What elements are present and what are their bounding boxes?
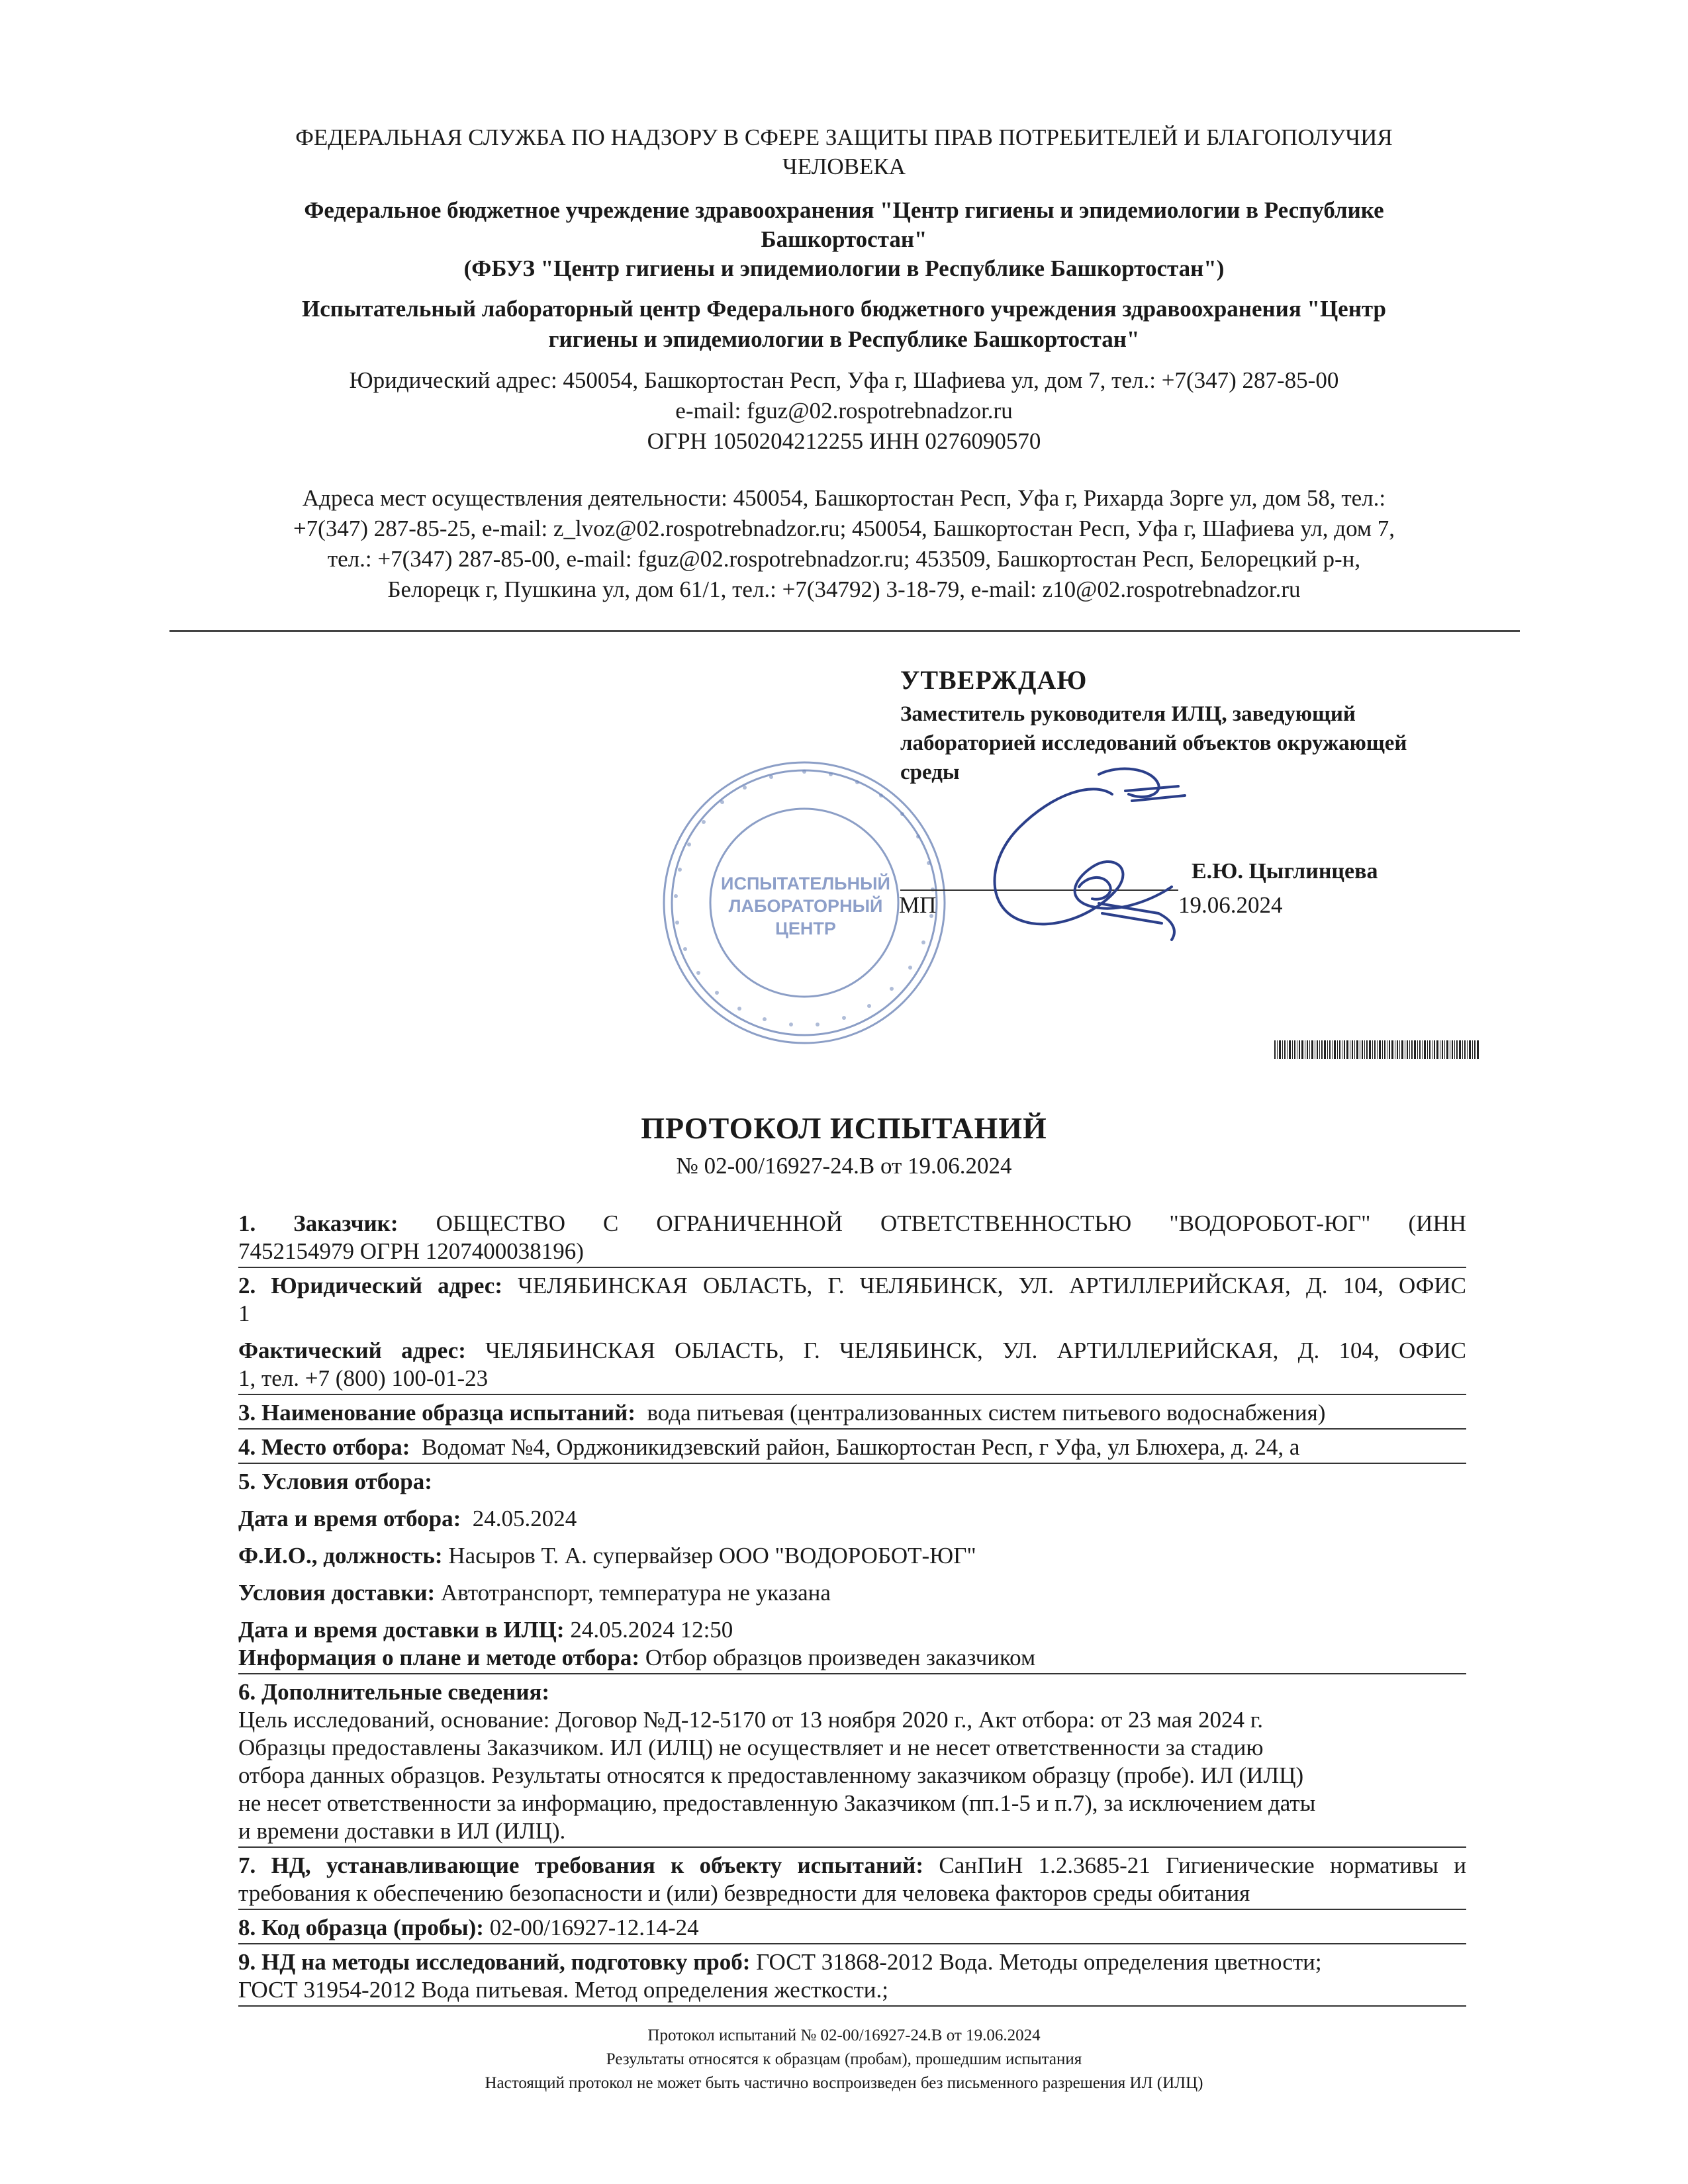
customer-name: ОБЩЕСТВО С ОГРАНИЧЕННОЙ ОТВЕТСТВЕННОСТЬЮ "ВОДОРОБОТ-ЮГ" (ИНН bbox=[436, 1210, 1467, 1236]
sample-code-value: 02-00/16927-12.14-24 bbox=[489, 1915, 699, 1940]
delivery-date-value: 24.05.2024 12:50 bbox=[570, 1617, 733, 1643]
footer-line: Результаты относятся к образцам (пробам), прошедшим испытания bbox=[606, 2050, 1082, 2068]
activity-line: Белорецк г, Пушкина ул, дом 61/1, тел.: +7(34792) 3-18-79, e-mail: z10@02.rospotrebnadzor.ru bbox=[387, 576, 1301, 602]
email-line: e-mail: fguz@02.rospotrebnadzor.ru bbox=[675, 398, 1013, 424]
section-label: 3. Наименование образца испытаний: bbox=[238, 1400, 635, 1426]
stamp-text-line: ЦЕНТР bbox=[775, 919, 836, 938]
actual-address-value-cont: 1, тел. +7 (800) 100-01-23 bbox=[238, 1365, 489, 1391]
activity-line: тел.: +7(347) 287-85-00, e-mail: fguz@02.rospotrebnadzor.ru; 453509, Башкортостан Респ, Белорецкий р-н, bbox=[327, 546, 1361, 572]
legal-address-value: ЧЕЛЯБИНСКАЯ ОБЛАСТЬ, Г. ЧЕЛЯБИНСК, УЛ. АРТИЛЛЕРИЙСКАЯ, Д. 104, ОФИС bbox=[518, 1273, 1467, 1298]
barcode-icon bbox=[1274, 1040, 1479, 1059]
footer-line: Настоящий протокол не может быть частично воспроизведен без письменного разрешения ИЛ (ИЛЦ) bbox=[485, 2074, 1203, 2092]
info-line: не несет ответственности за информацию, предоставленную Заказчиком (пп.1-5 и п.7), за исключением даты bbox=[238, 1790, 1316, 1816]
stamp-text-line: ИСПЫТАТЕЛЬНЫЙ bbox=[721, 874, 890, 893]
plan-value: Отбор образцов произведен заказчиком bbox=[645, 1645, 1036, 1670]
agency-line: ФЕДЕРАЛЬНАЯ СЛУЖБА ПО НАДЗОРУ В СФЕРЕ ЗАЩИТЫ ПРАВ ПОТРЕБИТЕЛЕЙ И БЛАГОПОЛУЧИЯ bbox=[295, 124, 1393, 150]
requirements-value: СанПиН 1.2.3685-21 Гигиенические нормативы и bbox=[939, 1852, 1466, 1878]
protocol-sections bbox=[238, 1206, 1466, 2007]
section-sampling-place bbox=[238, 1430, 1466, 1464]
agency-line: ЧЕЛОВЕКА bbox=[782, 154, 906, 179]
protocol-title: ПРОТОКОЛ ИСПЫТАНИЙ bbox=[641, 1111, 1047, 1145]
section-sampling-conditions bbox=[238, 1464, 1466, 1674]
section-label: 6. Дополнительные сведения: bbox=[238, 1679, 550, 1705]
handwritten-signature-icon bbox=[960, 754, 1192, 960]
sample-name-value: вода питьевая (централизованных систем питьевого водоснабжения) bbox=[647, 1400, 1326, 1426]
protocol-number: № 02-00/16927-24.В от 19.06.2024 bbox=[676, 1153, 1012, 1179]
section-label: 4. Место отбора: bbox=[238, 1434, 410, 1460]
customer-ids: 7452154979 ОГРН 1207400038196) bbox=[238, 1238, 584, 1264]
seal-place-label: МП bbox=[899, 892, 937, 918]
agency-header bbox=[218, 123, 1470, 181]
delivery-value: Автотранспорт, температура не указана bbox=[440, 1580, 831, 1606]
section-label: 9. НД на методы исследований, подготовку проб: bbox=[238, 1949, 751, 1975]
section-addresses bbox=[238, 1268, 1466, 1395]
info-line: отбора данных образцов. Результаты относятся к предоставленному заказчиком образцу (пробе). ИЛ (ИЛЦ) bbox=[238, 1762, 1304, 1788]
organization-name bbox=[218, 196, 1470, 283]
section-additional-info bbox=[238, 1674, 1466, 1848]
signer-name: Е.Ю. Цыглинцева bbox=[1192, 859, 1378, 884]
field-label: Дата и время доставки в ИЛЦ: bbox=[238, 1617, 565, 1643]
laboratory-name bbox=[218, 294, 1470, 355]
section-label: 2. Юридический адрес: bbox=[238, 1273, 502, 1298]
requirements-value-cont: требования к обеспечению безопасности и (или) безвредности для человека факторов среды обитания bbox=[238, 1880, 1250, 1906]
lab-line: Испытательный лабораторный центр Федерального бюджетного учреждения здравоохранения "Центр bbox=[302, 296, 1386, 322]
methods-value-cont: ГОСТ 31954-2012 Вода питьевая. Метод определения жесткости.; bbox=[238, 1977, 888, 2003]
contact-block bbox=[218, 365, 1470, 457]
page-footer bbox=[218, 2024, 1470, 2095]
stamp-text-line: ЛАБОРАТОРНЫЙ bbox=[728, 896, 883, 916]
section-sublabel: Фактический адрес: bbox=[238, 1338, 466, 1363]
field-label: Дата и время отбора: bbox=[238, 1506, 461, 1531]
section-label: 5. Условия отбора: bbox=[238, 1469, 432, 1494]
actual-address-value: ЧЕЛЯБИНСКАЯ ОБЛАСТЬ, Г. ЧЕЛЯБИНСК, УЛ. АРТИЛЛЕРИЙСКАЯ, Д. 104, ОФИС bbox=[485, 1338, 1466, 1363]
approval-heading: УТВЕРЖДАЮ bbox=[900, 665, 1088, 695]
approval-date: 19.06.2024 bbox=[1178, 892, 1283, 918]
org-line: Федеральное бюджетное учреждение здравоохранения "Центр гигиены и эпидемиологии в Республике bbox=[304, 197, 1384, 223]
section-sample-code bbox=[238, 1910, 1466, 1944]
field-label: Условия доставки: bbox=[238, 1580, 436, 1606]
section-label: 1. Заказчик: bbox=[238, 1210, 399, 1236]
sampling-date-value: 24.05.2024 bbox=[472, 1506, 577, 1531]
legal-address: Юридический адрес: 450054, Башкортостан Респ, Уфа г, Шафиева ул, дом 7, тел.: +7(347) 287-85-00 bbox=[349, 367, 1339, 393]
info-line: и времени доставки в ИЛ (ИЛЦ). bbox=[238, 1818, 566, 1844]
field-label: Информация о плане и методе отбора: bbox=[238, 1645, 640, 1670]
methods-value: ГОСТ 31868-2012 Вода. Методы определения цветности; bbox=[756, 1949, 1322, 1975]
person-value: Насыров Т. А. супервайзер ООО "ВОДОРОБОТ-ЮГ" bbox=[448, 1543, 976, 1569]
activity-line: +7(347) 287-85-25, e-mail: z_lvoz@02.rospotrebnadzor.ru; 450054, Башкортостан Респ, Уфа г, Шафиева ул, дом 7, bbox=[293, 516, 1395, 541]
activity-addresses bbox=[199, 483, 1489, 605]
activity-line: Адреса мест осуществления деятельности: 450054, Башкортостан Респ, Уфа г, Рихарда Зорге ул, дом 58, тел.: bbox=[302, 485, 1386, 511]
section-customer bbox=[238, 1206, 1466, 1268]
header-divider bbox=[169, 630, 1520, 632]
info-line: Образцы предоставлены Заказчиком. ИЛ (ИЛЦ) не осуществляет и не несет ответственности за стадию bbox=[238, 1735, 1264, 1760]
position-line: среды bbox=[900, 760, 960, 784]
org-line: Башкортостан" bbox=[761, 226, 927, 252]
ogrn-inn-line: ОГРН 1050204212255 ИНН 0276090570 bbox=[647, 428, 1041, 454]
org-short-name: (ФБУЗ "Центр гигиены и эпидемиологии в Республике Башкортостан") bbox=[463, 255, 1225, 281]
section-sample-name bbox=[238, 1395, 1466, 1430]
position-line: лабораторией исследований объектов окружающей bbox=[900, 731, 1407, 755]
legal-address-value-cont: 1 bbox=[238, 1300, 250, 1326]
sampling-place-value: Водомат №4, Орджоникидзевский район, Башкортостан Респ, г Уфа, ул Блюхера, д. 24, а bbox=[421, 1434, 1300, 1460]
position-line: Заместитель руководителя ИЛЦ, заведующий bbox=[900, 702, 1356, 726]
info-line: Цель исследований, основание: Договор №Д-12-5170 от 13 ноября 2020 г., Акт отбора: от 23 мая 2024 г. bbox=[238, 1707, 1263, 1733]
section-label: 8. Код образца (пробы): bbox=[238, 1915, 484, 1940]
section-requirements bbox=[238, 1848, 1466, 1910]
lab-line: гигиены и эпидемиологии в Республике Башкортостан" bbox=[548, 326, 1140, 352]
field-label: Ф.И.О., должность: bbox=[238, 1543, 443, 1569]
footer-line: Протокол испытаний № 02-00/16927-24.В от 19.06.2024 bbox=[647, 2026, 1041, 2044]
section-label: 7. НД, устанавливающие требования к объекту испытаний: bbox=[238, 1852, 923, 1878]
section-methods bbox=[238, 1944, 1466, 2007]
